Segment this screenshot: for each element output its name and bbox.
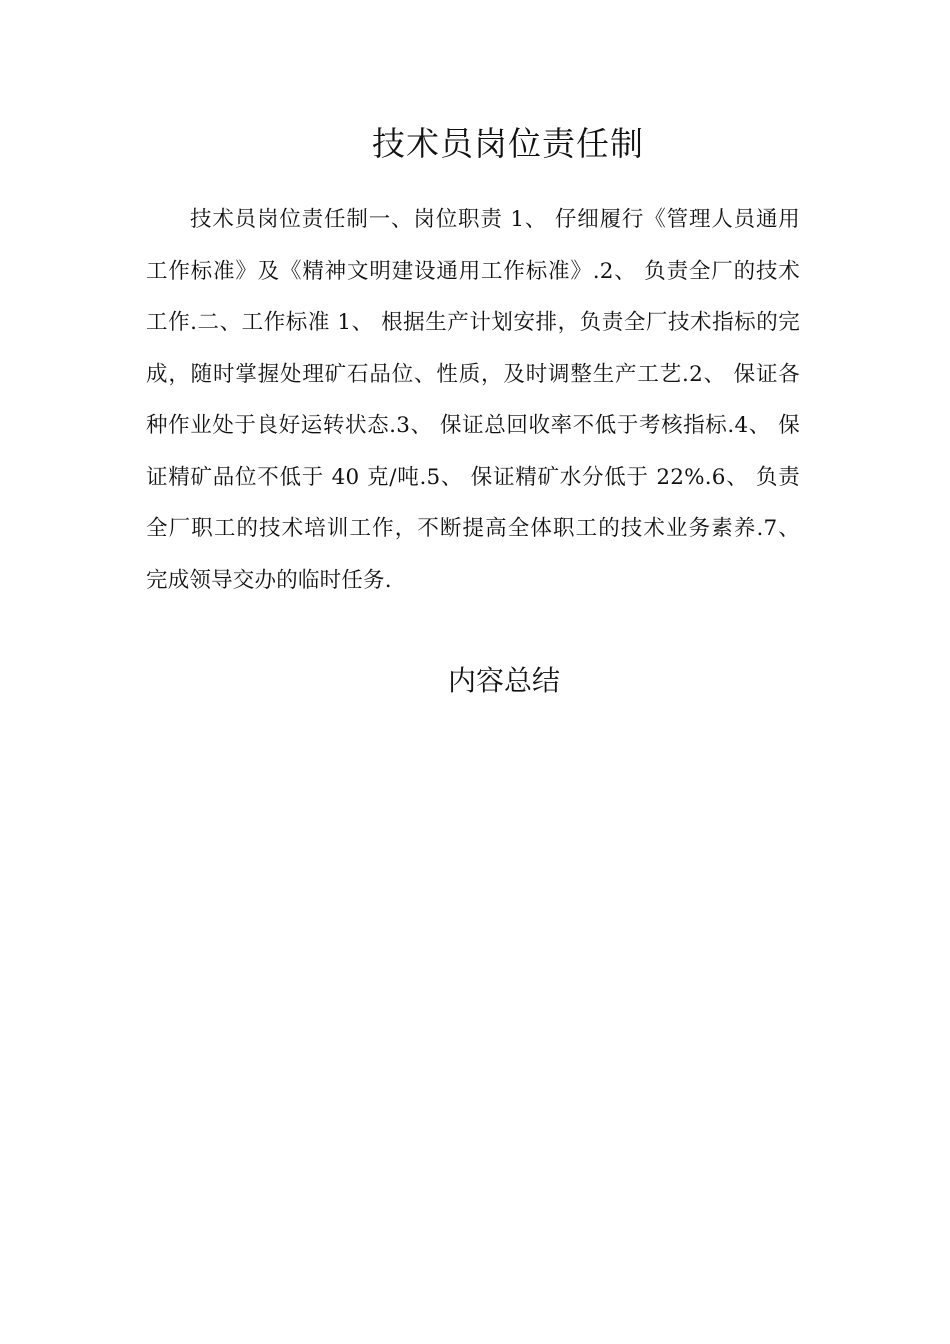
document-body-paragraph: 技术员岗位责任制一、岗位职责 1、 仔细履行《管理人员通用工作标准》及《精神文明建设通用工作标准》.2、 负责全厂的技术工作.二、工作标准 1、 根据生产计划安排，负责全厂技术指标的完成，随时掌握处理矿石品位、性质，及时调整生产工艺.2、 保证各种作业处于良好运转状态.3、 保证总回收率不低于考核指标.4、 保证精矿品位不低于 40 克/吨.5、 保证精矿水分低于 22%.6、 负责全厂职工的技术培训工作，不断提高全体职工的技术业务素养.7、 完成领导交办的临时任务. [146, 207, 800, 593]
document-title: 技术员岗位责任制 [372, 124, 644, 163]
summary-heading: 内容总结 [447, 664, 560, 697]
